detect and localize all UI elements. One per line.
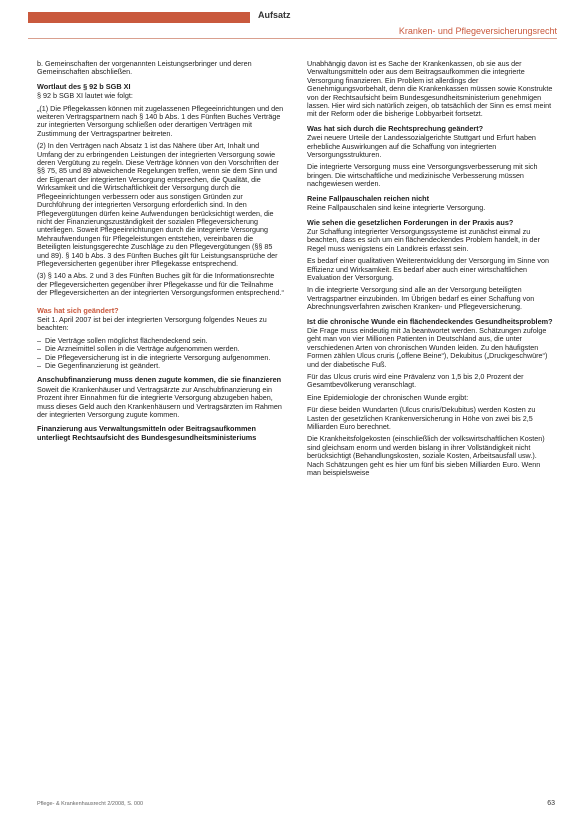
paragraph: Soweit die Krankenhäuser und Vertragsärzte zur Anschubfinanzierung ein Prozent ihrer Einnahmen für die integrierte Versorgung abzugeben haben, muss dieses Geld auch den Krankenhäusern und Vertragsärzten im Rahmen der integrierten Versorgung zugute kommen. <box>37 384 282 420</box>
list-item: – Die Pflegeversicherung ist in die integrierte Versorgung aufgenommen. <box>37 354 285 362</box>
header-color-bar <box>28 12 250 23</box>
paragraph: Seit 1. April 2007 ist bei der integrierten Versorgung folgendes Neues zu beachten: <box>37 314 267 333</box>
heading-was-geaendert: Was hat sich geändert? <box>37 305 119 315</box>
paragraph: (3) § 140 a Abs. 2 und 3 des Fünften Buches gilt für die Informationsrechte der Pflegeversicherten gegenüber ihrer Pflegekasse und für die Teilnahme der Pflegeversicherten an der integrierten Versorgungsformen entsprechend.“ <box>37 271 284 298</box>
paragraph: Die Frage muss eindeutig mit Ja beantwortet werden. Schätzungen zufolge geht man von vier Millionen Patienten in Deutschland aus, die unter verschiedenen Arten von chronischen Wunden leiden. Zu den häufigsten Formen zählen Ulcus cruris („offene Beine“), Dekubitus („Druckgeschwüre“) und der diabetische Fuß. <box>307 325 548 369</box>
paragraph: Eine Epidemiologie der chronischen Wunde ergibt: <box>307 392 469 402</box>
list-item: – Die Arzneimittel sollen in die Verträge aufgenommen werden. <box>37 345 285 353</box>
running-title: Kranken- und Pflegeversicherungsrecht <box>398 26 557 36</box>
paragraph: (2) In den Verträgen nach Absatz 1 ist das Nähere über Art, Inhalt und Umfang der zu erbringenden Leistungen der integrierten Versorgung sowie deren Vergütung zu regeln. Diese Verträge können von den Vorschriften der §§ 75, 85 und 89 abweichende Regelungen treffen, wenn sie dem Sinn und der Eigenart der integrierten Versorgung entsprechen, die Qualität, die Wirksamkeit und die Wirtschaftlichkeit der Versorgung durch die Pflegeeinrichtungen verbessern oder aus sonstigen Gründen zur Durchführung der integrierten Versorgung erforderlich sind. In den Pflegevergütungen dürfen keine Aufwendungen berücksichtigt werden, die nicht der Finanzierungszuständigkeit der sozialen Pflegeversicherung unterliegen. Soweit Pflegeeinrichtungen durch die integrierte Versorgung Mehraufwendungen für Pflegeleistungen entstehen, vereinbaren die Beteiligten leistungsgerechte Zuschläge zu den Pflegevergütungen (§§ 85 und 89). § 140 b Abs. 3 des Fünften Buches gilt für Leistungsansprüche der Pflegeversicherten gegenüber ihrer Pflegekasse entsprechend. <box>37 141 279 268</box>
paragraph: Die integrierte Versorgung muss eine Versorgungsverbesserung mit sich bringen. Die wirtschaftliche und medizinische Verbesserung müssen nachgewiesen werden. <box>307 162 538 189</box>
page-number: 63 <box>547 800 555 807</box>
heading-praxis: Wie sehen die gesetzlichen Forderungen in der Praxis aus? <box>307 217 514 227</box>
paragraph: Für das Ulcus cruris wird eine Prävalenz von 1,5 bis 2,0 Prozent der Gesamtbevölkerung veranschlagt. <box>307 372 524 390</box>
section-label: Aufsatz <box>258 10 291 20</box>
paragraph: Zwei neuere Urteile der Landessozialgerichte Stuttgart und Erfurt haben erhebliche Auswirkungen auf die Schaffung von integrierten Versorgungsstrukturen. <box>307 133 536 160</box>
heading-finanzierung: Finanzierung aus Verwaltungsmitteln oder Beitragsaufkommen unterliegt Rechtsaufsicht des Bundesgesundheitsministeriums <box>37 424 257 442</box>
paragraph: Für diese beiden Wundarten (Ulcus cruris/Dekubitus) werden Kosten zu Lasten der gesetzlichen Krankenversicherung in Höhe von zwei bis 2,5 Milliarden Euro berechnet. <box>307 405 536 432</box>
paragraph: „(1) Die Pflegekassen können mit zugelassenen Pflegeeinrichtungen und den weiteren Vertragspartnern nach § 140 b Abs. 1 des Fünften Buches Verträge zur integrierten Versorgung schließen oder derartigen Verträgen mit Zustimmung der Vertragspartner beitreten. <box>37 103 284 138</box>
paragraph: § 92 b SGB XI lautet wie folgt: <box>37 91 133 101</box>
paragraph: Die Krankheitsfolgekosten (einschließlich der volkswirtschaftlichen Kosten) sind gleichsam enorm und werden bislang in ihrer Vollständigkeit nicht berücksichtigt (Behandlungskosten, soziale Kosten, Arbeitsausfall usw.). Nach Schätzungen geht es hier um fünf bis sieben Milliarden Euro. Wenn man beispielsweise <box>307 434 545 478</box>
footer-source: Pflege- & Krankenhausrecht 2/2008, S. 000 <box>37 801 144 807</box>
heading-fallpauschalen: Reine Fallpauschalen reichen nicht <box>307 193 430 203</box>
heading-rechtsprechung: Was hat sich durch die Rechtsprechung geändert? <box>307 123 484 133</box>
right-column <box>307 60 555 481</box>
paragraph: Reine Fallpauschalen sind keine integrierte Versorgung. <box>307 203 486 213</box>
left-column <box>37 60 285 443</box>
list-item: – Die Gegenfinanzierung ist geändert. <box>37 362 285 370</box>
heading-chronische-wunde: Ist die chronische Wunde ein flächendeckendes Gesundheitsproblem? <box>307 316 553 326</box>
paragraph: Zur Schaffung integrierter Versorgungssysteme ist zunächst einmal zu beachten, dass es sich um ein flächendeckendes Problem handelt, in der Regel muss wenigstens ein Landkreis erfasst sein. <box>307 226 540 253</box>
paragraph: In die integrierte Versorgung sind alle an der Versorgung beteiligten Vertragspartner einzubinden. Im Übrigen bedarf es einer Schaffung von Abrechnungsverfahren zwischen Kranken- und Pflegeversicherung. <box>307 285 535 312</box>
change-list <box>37 337 285 371</box>
intro-paragraph: b. Gemeinschaften der vorgenannten Leistungserbringer und deren Gemeinschaften abschließen. <box>37 59 252 77</box>
heading-wortlaut: Wortlaut des § 92 b SGB XI <box>37 81 131 91</box>
list-item: – Die Verträge sollen möglichst flächendeckend sein. <box>37 337 285 345</box>
header-rule <box>28 38 557 39</box>
paragraph: Es bedarf einer qualitativen Weiterentwicklung der Versorgung im Sinne von Effizienz und Wirksamkeit. Es bedarf aber auch einer wirtschaftlichen Evaluation der Versorgung. <box>307 256 549 282</box>
heading-anschubfinanzierung: Anschubfinanzierung muss denen zugute kommen, die sie finanzieren <box>37 375 282 385</box>
paragraph: Unabhängig davon ist es Sache der Krankenkassen, ob sie aus der Verwaltungsmitteln oder aus dem Beitragsaufkommen die integrierte Versorgung finanzieren. Ein Problem ist allerdings der Genehmigungsvorbehalt, denn die Krankenkassen müssen sowie Konstrukte von der Rechtsaufsicht beim Bundesgesundheitsministerium genehmigen lassen. Hier wird sich natürlich zeigen, ob tatsächlich der Sinn es ernst meint mit der Reform oder die bisherige Lobbyarbeit fortsetzt. <box>307 59 553 119</box>
